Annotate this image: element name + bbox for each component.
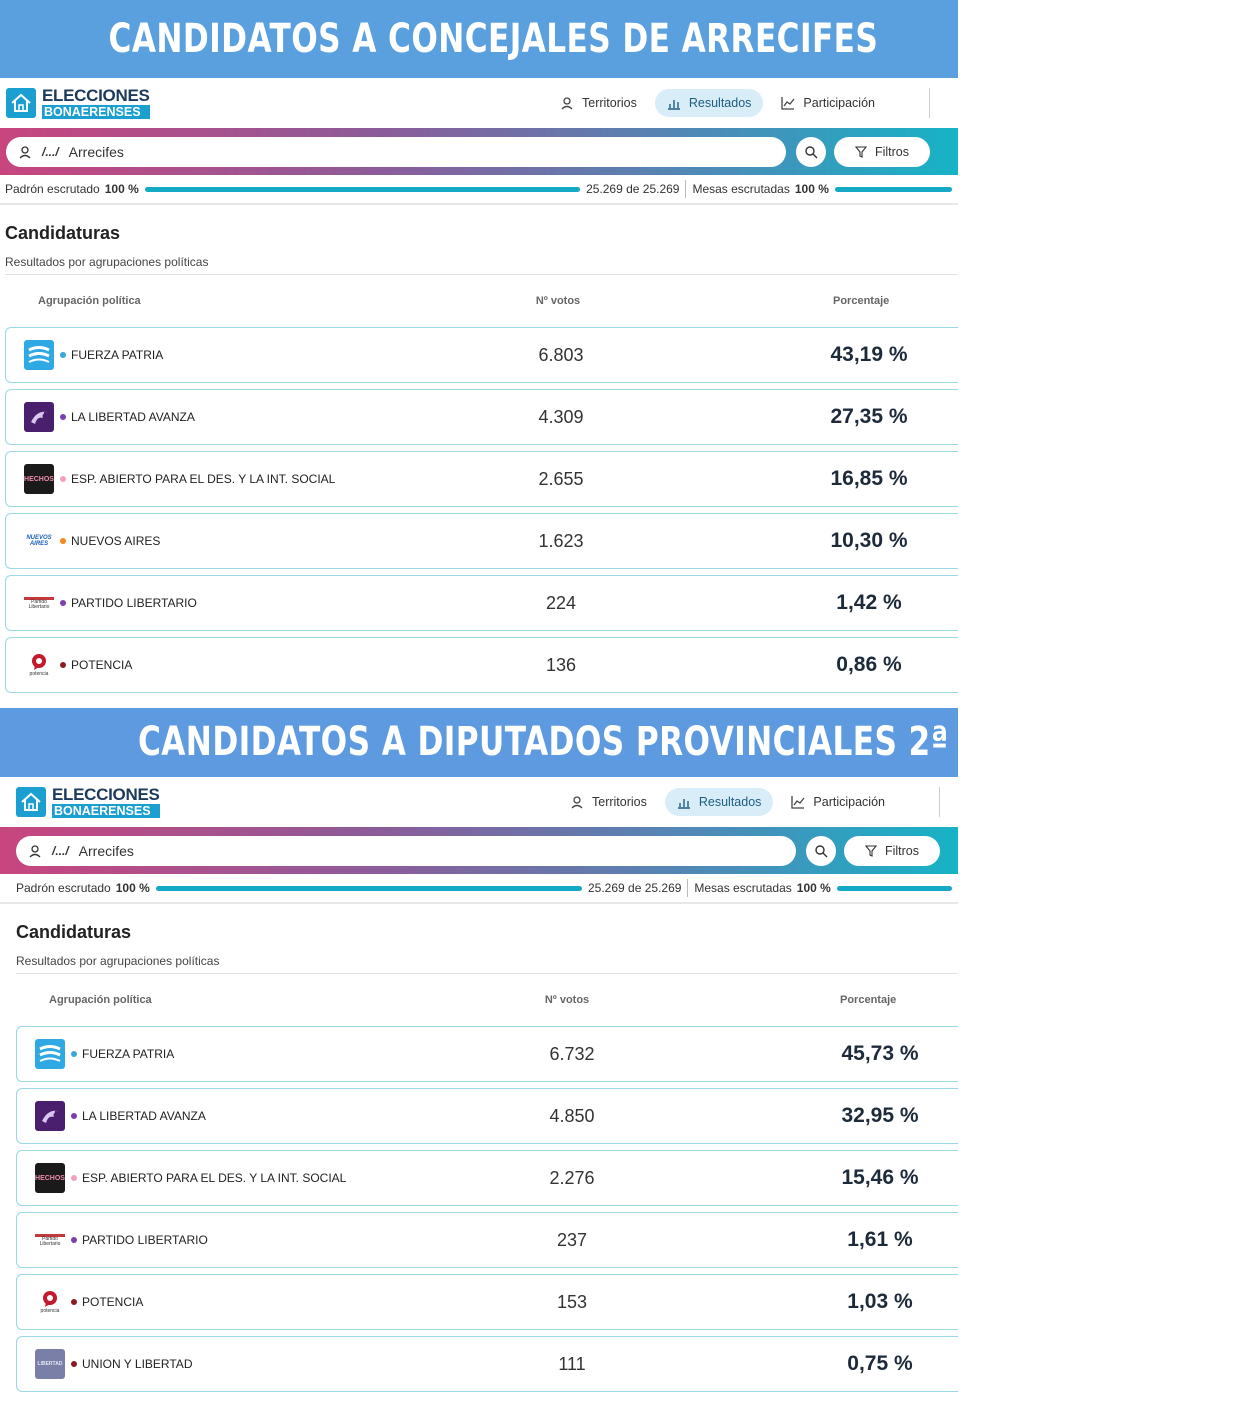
logo-title: ELECCIONES [42,85,150,105]
party-votes: 237 [556,1229,588,1250]
padron-progress-bar [145,187,580,192]
party-row[interactable] [5,389,958,445]
line-chart-icon [791,795,805,809]
party-percentage: 0,86 % [836,653,902,676]
party-color-dot [60,414,66,420]
results-panel [0,78,958,693]
diputados-section [0,708,1117,1417]
party-color-dot [60,662,66,668]
party-name: PARTIDO LIBERTARIO [71,596,197,610]
location-pin-icon [28,844,42,858]
party-votes: 136 [545,654,577,675]
party-name: POTENCIA [82,1295,144,1309]
location-pin-icon [18,145,32,159]
logo-title: ELECCIONES [52,784,160,804]
party-percentage: 1,03 % [847,1290,913,1313]
party-votes: 153 [556,1291,588,1312]
party-votes: 6.803 [538,344,584,365]
nuevos-aires-logo: NUEVOS AIRES [24,526,54,556]
party-percentage: 32,95 % [841,1104,919,1127]
nav-territorios[interactable]: Territorios [558,788,659,816]
party-percentage: 0,75 % [847,1352,913,1375]
fuerza-patria-logo [35,1039,65,1069]
progress-row [0,175,958,205]
padron-progress-bar [156,886,582,891]
results-table [0,327,958,693]
party-votes: 2.655 [538,468,584,489]
logo-subtitle: BONAERENSES [42,105,150,120]
party-row[interactable] [5,513,958,569]
nav-divider [939,787,940,817]
mesas-progress-bar [835,187,952,192]
map-pin-icon [560,96,574,110]
party-votes: 6.732 [549,1043,595,1064]
party-color-dot [60,600,66,606]
hechos-logo: HECHOS [24,464,54,494]
party-percentage: 1,42 % [836,591,902,614]
location-search[interactable] [16,836,796,866]
breadcrumb-path[interactable]: /.../ [52,843,69,858]
party-votes: 1.623 [538,530,584,551]
party-row[interactable] [5,575,958,631]
party-name: NUEVOS AIRES [71,534,161,548]
party-name: FUERZA PATRIA [82,1047,175,1061]
card-subtitle: Resultados por agrupaciones políticas [16,954,958,974]
fuerza-patria-logo [24,340,54,370]
mesas-label: Mesas escrutadas [692,182,790,196]
party-row[interactable] [16,1336,958,1392]
candidaturas-card [0,904,958,974]
party-votes: 2.276 [549,1167,595,1188]
line-chart-icon [781,96,795,110]
party-percentage: 1,61 % [847,1228,913,1251]
bar-chart-icon [677,795,691,809]
mesas-pct: 100 % [796,881,831,895]
party-color-dot [60,476,66,482]
nav-participacion[interactable]: Participación [769,89,887,117]
party-name: ESP. ABIERTO PARA EL DES. Y LA INT. SOCIAL [71,472,336,486]
party-row[interactable] [5,637,958,693]
padron-pct: 100 % [104,182,139,196]
filters-button[interactable]: Filtros [834,137,930,167]
elecciones-logo[interactable] [6,87,150,120]
candidaturas-card [0,205,958,275]
party-votes: 4.309 [538,406,584,427]
party-percentage: 15,46 % [841,1166,919,1189]
nav-resultados[interactable]: Resultados [655,89,764,117]
party-color-dot [60,538,66,544]
party-row[interactable] [5,451,958,507]
potencia-logo: potencia [24,650,54,680]
party-votes: 224 [545,592,577,613]
libertad-avanza-logo [35,1101,65,1131]
table-header: Agrupación política Nº votos Porcentaje [49,994,897,1006]
party-name: POTENCIA [71,658,133,672]
house-icon [16,787,46,817]
section-banner: CANDIDATOS A CONCEJALES DE ARRECIFES [0,0,958,78]
party-name: PARTIDO LIBERTARIO [82,1233,208,1247]
party-color-dot [71,1237,77,1243]
hechos-logo: HECHOS [35,1163,65,1193]
libertad-avanza-logo [24,402,54,432]
map-pin-icon [570,795,584,809]
party-percentage: 16,85 % [830,467,908,490]
padron-count: 25.269 de 25.269 [588,881,682,895]
filters-button[interactable]: Filtros [844,836,940,866]
party-row[interactable] [5,327,958,383]
party-color-dot [60,352,66,358]
padron-label: Padrón escrutado [5,182,100,196]
nav-participacion[interactable]: Participación [779,788,897,816]
padron-pct: 100 % [115,881,150,895]
padron-label: Padrón escrutado [16,881,111,895]
card-title: Candidaturas [5,223,121,243]
house-icon [6,88,36,118]
party-percentage: 27,35 % [830,405,908,428]
main-nav [558,787,940,817]
app-header [0,777,958,827]
bar-chart-icon [667,96,681,110]
nav-territorios[interactable]: Territorios [548,89,649,117]
search-bar [0,128,958,175]
party-row[interactable] [16,1150,958,1206]
location-search[interactable] [6,137,786,167]
mesas-label: Mesas escrutadas [694,881,792,895]
party-name: LA LIBERTAD AVANZA [71,410,195,424]
partido-libertario-logo: Partido Libertario [24,588,54,618]
party-name: ESP. ABIERTO PARA EL DES. Y LA INT. SOCIAL [82,1171,347,1185]
party-percentage: 43,19 % [830,343,908,366]
party-percentage: 10,30 % [830,529,908,552]
union-libertad-logo: LIBERTAD [35,1349,65,1379]
search-bar [0,827,958,874]
party-row[interactable] [16,1212,958,1268]
party-name: FUERZA PATRIA [71,348,164,362]
filter-icon [855,146,867,158]
card-subtitle: Resultados por agrupaciones políticas [5,255,958,275]
party-color-dot [71,1051,77,1057]
app-header [0,78,958,128]
section-banner: CANDIDATOS A DIPUTADOS PROVINCIALES 2ª SECCIÓN [0,708,958,777]
progress-row [0,874,958,904]
party-votes: 4.850 [549,1105,595,1126]
party-row[interactable] [16,1088,958,1144]
filter-icon [865,845,877,857]
party-row[interactable] [16,1274,958,1330]
nav-divider [929,88,930,118]
logo-subtitle: BONAERENSES [52,804,160,819]
main-nav [548,88,930,118]
party-color-dot [71,1175,77,1181]
search-button[interactable] [796,137,826,167]
party-votes: 111 [558,1353,586,1374]
party-color-dot [71,1299,77,1305]
party-name: UNION Y LIBERTAD [82,1357,193,1371]
card-title: Candidaturas [16,922,132,942]
search-button[interactable] [806,836,836,866]
mesas-pct: 100 % [794,182,829,196]
party-percentage: 45,73 % [841,1042,919,1065]
potencia-logo: potencia [35,1287,65,1317]
search-icon [814,844,828,858]
mesas-progress-bar [837,886,952,891]
location-name: Arrecifes [68,143,124,160]
elecciones-logo[interactable] [16,786,160,819]
table-header: Agrupación política Nº votos Porcentaje [38,295,890,307]
party-color-dot [71,1113,77,1119]
party-color-dot [71,1361,77,1367]
results-panel [0,777,958,1392]
results-table [0,1026,958,1392]
nav-resultados[interactable]: Resultados [665,788,774,816]
party-row[interactable] [16,1026,958,1082]
party-name: LA LIBERTAD AVANZA [82,1109,206,1123]
location-name: Arrecifes [78,842,134,859]
padron-count: 25.269 de 25.269 [586,182,680,196]
search-icon [804,145,818,159]
concejales-section [0,0,958,708]
breadcrumb-path[interactable]: /.../ [42,144,59,159]
partido-libertario-logo: Partido Libertario [35,1225,65,1255]
